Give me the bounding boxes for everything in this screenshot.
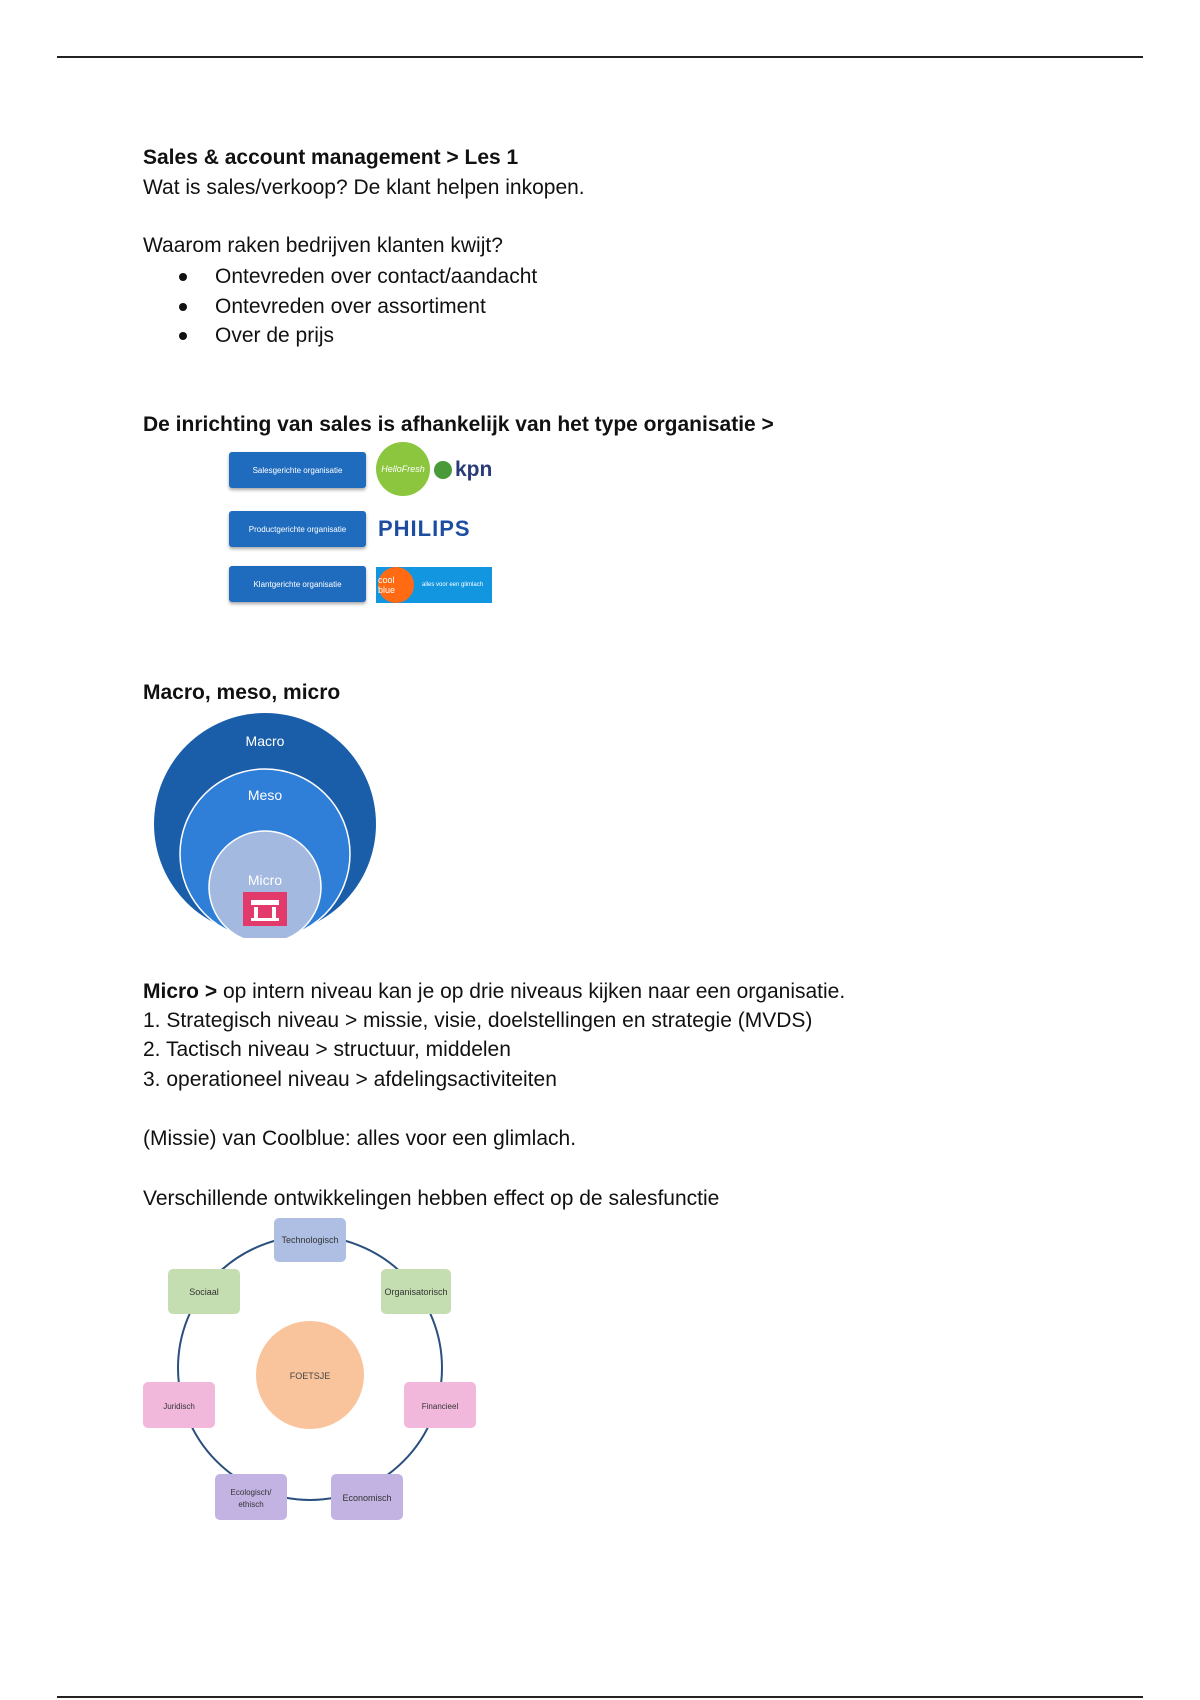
level-operational: 3. operationeel niveau > afdelingsactiviteiten <box>143 1068 557 1091</box>
micro-label: Micro <box>247 872 283 888</box>
coolblue-badge: cool blue <box>378 567 414 603</box>
node-organisatorisch <box>381 1269 451 1314</box>
svg-text:Technologisch: Technologisch <box>281 1235 339 1245</box>
micro-paragraph: Micro > op intern niveau kan je op drie niveaus kijken naar een organisatie. <box>143 980 846 1003</box>
svg-text:Economisch: Economisch <box>342 1493 392 1503</box>
list-item: Ontevreden over contact/aandacht <box>143 262 537 292</box>
store-icon <box>243 892 287 926</box>
meso-label: Meso <box>247 787 283 803</box>
level-strategic: 1. Strategisch niveau > missie, visie, doelstellingen en strategie (MVDS) <box>143 1009 813 1032</box>
section-heading-organisation: De inrichting van sales is afhankelijk van het type organisatie > <box>143 413 774 436</box>
kpn-crown-icon <box>434 461 452 479</box>
node-juridisch <box>143 1382 215 1428</box>
node-financieel <box>404 1382 476 1428</box>
macro-label: Macro <box>245 733 285 749</box>
level-tactical: 2. Tactisch niveau > structuur, middelen <box>143 1038 511 1061</box>
node-sociaal <box>168 1269 240 1314</box>
intro-text: Wat is sales/verkoop? De klant helpen inkopen. <box>143 176 585 199</box>
coolblue-logo: cool blue alles voor een glimlach <box>376 567 492 603</box>
kpn-logo: kpn <box>434 455 500 485</box>
svg-text:Sociaal: Sociaal <box>189 1287 219 1297</box>
svg-text:Ecologisch/: Ecologisch/ <box>230 1488 272 1497</box>
svg-text:Organisatorisch: Organisatorisch <box>384 1287 448 1297</box>
center-label: FOETSJE <box>289 1371 331 1381</box>
org-type-sales: Salesgerichte organisatie <box>229 452 366 488</box>
svg-text:Financieel: Financieel <box>421 1402 459 1411</box>
section-heading-macro: Macro, meso, micro <box>143 681 341 704</box>
org-type-customer: Klantgerichte organisatie <box>229 566 366 602</box>
node-technologisch <box>274 1218 346 1262</box>
reasons-list <box>143 262 537 351</box>
hellofresh-logo: HelloFresh <box>376 442 430 496</box>
question-text: Waarom raken bedrijven klanten kwijt? <box>143 234 503 257</box>
bullet-icon <box>179 303 187 311</box>
node-economisch <box>331 1474 403 1520</box>
bullet-icon <box>179 273 187 281</box>
svg-text:ethisch: ethisch <box>238 1500 264 1509</box>
bottom-rule <box>57 1696 1143 1698</box>
page-heading: Sales & account management > Les 1 <box>143 146 519 169</box>
list-item: Over de prijs <box>143 321 537 351</box>
list-item: Ontevreden over assortiment <box>143 292 537 322</box>
developments-diagram <box>140 1212 480 1522</box>
macro-meso-micro-diagram <box>148 708 388 938</box>
philips-logo: PHILIPS <box>378 516 471 541</box>
svg-text:Juridisch: Juridisch <box>163 1402 195 1411</box>
developments-heading: Verschillende ontwikkelingen hebben effect op de salesfunctie <box>143 1187 720 1210</box>
org-type-product: Productgerichte organisatie <box>229 511 366 547</box>
mission-text: (Missie) van Coolblue: alles voor een glimlach. <box>143 1127 577 1150</box>
top-rule <box>57 56 1143 58</box>
node-ecologisch <box>215 1474 287 1520</box>
bullet-icon <box>179 332 187 340</box>
